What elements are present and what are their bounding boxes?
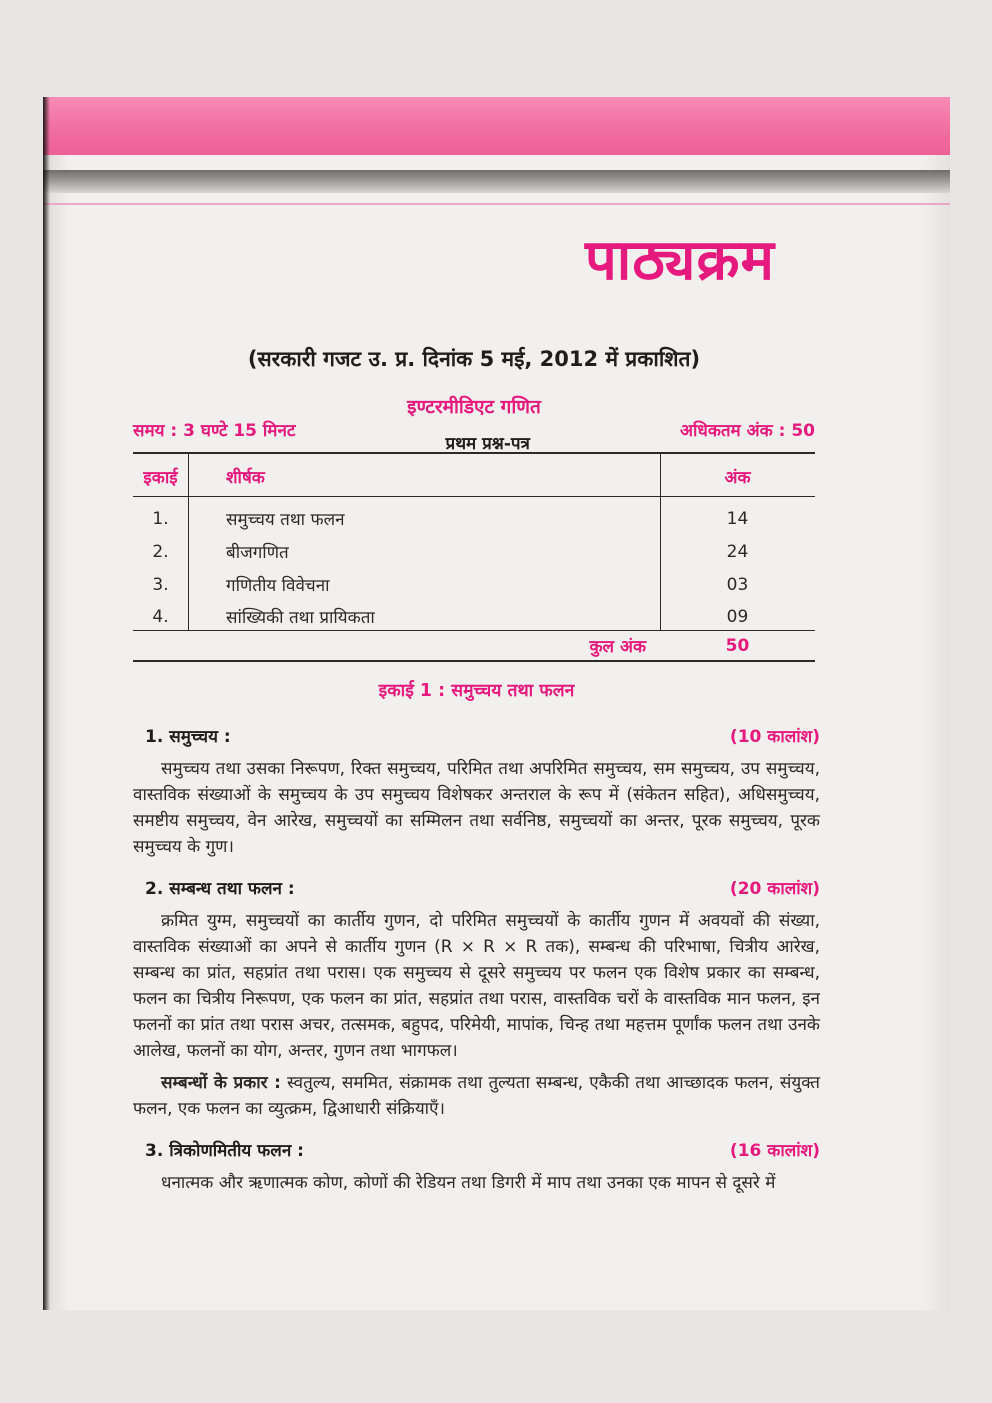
section-hours: (10 कालांश) [729,727,820,747]
section-hours: (16 कालांश) [729,1141,820,1161]
section-paragraph: समुच्चय तथा उसका निरूपण, रिक्त समुच्चय, परिमित तथा अपरिमित समुच्चय, सम समुच्चय, उप समुच्चय, वास्तविक संख्याओं के समुच्चय के उप समुच्चय विशेषकर अन्तराल के रूप में (संकेतन सहित), अधिसमुच्चय, समष्टीय समुच्चय, वेन आरेख, समुच्चयों का सम्मिलन तथा सर्वनिष्ठ, समुच्चयों का अन्तर, पूरक समुच्चय, पूरक समुच्चय के गुण। [133,759,820,857]
section-heading-row [145,724,820,750]
section-title: 2. सम्बन्ध तथा फलन : [145,879,295,899]
page-title: पाठ्यक्रम [584,228,776,293]
section-paragraph: क्रमित युग्म, समुच्चयों का कार्तीय गुणन, दो परिमित समुच्चयों के कार्तीय गुणन में अवयवों की संख्या, वास्तविक संख्याओं का अपने से कार्तीय गुणन (R × R × R तक), सम्बन्ध की परिभाषा, चित्रीय आरेख, सम्बन्ध का प्रांत, सहप्रांत तथा परास। एक समुच्चय से दूसरे समुच्चय पर फलन एक विशेष प्रकार का सम्बन्ध, फलन का चित्रीय निरूपण, एक फलन का प्रांत, सहप्रांत तथा परास, वास्तविक चरों के वास्तविक मान फलन, इन फलनों का प्रांत तथा परास अचर, तत्समक, बहुपद, परिमेयी, मापांक, चिन्ह तथा महत्तम पूर्णांक फलन तथा उनके आलेख, फलनों का योग, अन्तर, गुणन तथा भागफल। [133,911,820,1061]
row-unit: 4. [152,606,169,627]
header-title: शीर्षक [226,467,265,488]
row-marks: 14 [726,508,749,529]
table-total-row [133,631,815,660]
row-unit: 2. [152,541,169,562]
row-marks: 24 [726,541,749,562]
table-header-rule [133,496,815,497]
subparagraph-body: स्वतुल्य, सममित, संक्रामक तथा तुल्यता सम्बन्ध, एकैकी तथा आच्छादक फलन, संयुक्त फलन, एक फलन का व्युत्क्रम, द्विआधारी संक्रियाएँ। [133,1073,820,1119]
exam-meta-row [133,418,815,454]
total-label: कुल अंक [589,637,646,657]
section-title: 1. समुच्चय : [145,727,231,747]
subject-heading: इण्टरमीडिएट गणित [407,396,541,418]
gray-gradient-bar [43,170,950,193]
section-title: 3. त्रिकोणमितीय फलन : [145,1141,304,1161]
table-header-row [133,458,815,494]
gazette-line: (सरकारी गजट उ. प्र. दिनांक 5 मई, 2012 में प्रकाशित) [247,347,701,371]
row-title: गणितीय विवेचना [226,576,330,596]
row-unit: 1. [152,508,169,529]
header-marks: अंक [724,467,751,488]
row-title: बीजगणित [226,543,289,563]
total-value: 50 [725,635,750,656]
paper-label: प्रथम प्रश्न-पत्र [445,434,530,454]
row-title: सांख्यिकी तथा प्रायिकता [226,608,375,628]
row-marks: 03 [726,574,749,595]
marks-table [133,452,815,662]
row-title: समुच्चय तथा फलन [226,510,345,530]
syllabus-content [133,678,820,1202]
pink-rule-line [43,203,950,205]
row-unit: 3. [152,574,169,595]
section-heading-row [145,1138,820,1164]
table-row [133,502,815,535]
top-pink-banner [43,97,950,155]
section-subparagraph [133,1070,820,1122]
book-spine-shadow [43,97,50,1310]
header-unit: इकाई [143,467,178,488]
unit1-heading: इकाई 1 : समुच्चय तथा फलन [378,681,575,701]
row-marks: 09 [726,606,749,627]
subparagraph-lead: सम्बन्धों के प्रकार : [161,1073,281,1093]
section-heading-row [145,876,820,902]
table-row [133,568,815,601]
section-paragraph: धनात्मक और ऋणात्मक कोण, कोणों की रेडियन तथा डिगरी में माप तथा उनका एक मापन से दूसरे में [161,1173,776,1193]
section-hours: (20 कालांश) [729,879,820,899]
max-marks-label: अधिकतम अंक : 50 [679,421,815,441]
time-label: समय : 3 घण्टे 15 मिनट [133,421,296,441]
table-row [133,535,815,568]
table-row [133,600,815,633]
